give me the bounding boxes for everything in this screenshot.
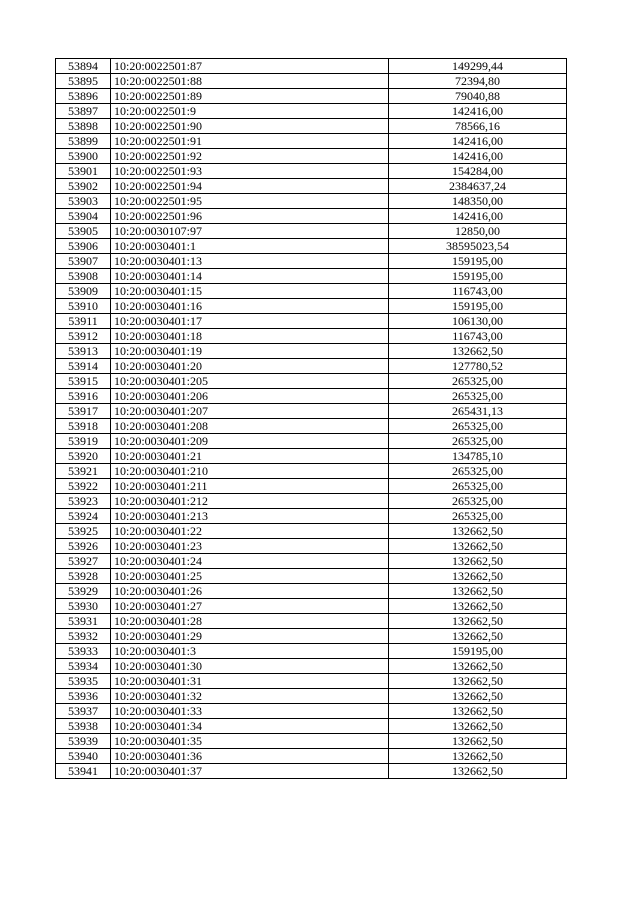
value-cell: 159195,00 bbox=[389, 269, 567, 284]
table-row bbox=[56, 599, 567, 614]
table-body bbox=[56, 59, 567, 779]
value-cell: 132662,50 bbox=[389, 734, 567, 749]
cadastral-number-cell: 10:20:0030401:35 bbox=[111, 734, 389, 749]
table-row bbox=[56, 179, 567, 194]
row-number-cell: 53928 bbox=[56, 569, 111, 584]
cadastral-number-cell: 10:20:0030401:25 bbox=[111, 569, 389, 584]
cadastral-number-cell: 10:20:0030401:17 bbox=[111, 314, 389, 329]
value-cell: 134785,10 bbox=[389, 449, 567, 464]
value-cell: 265325,00 bbox=[389, 434, 567, 449]
row-number-cell: 53909 bbox=[56, 284, 111, 299]
value-cell: 132662,50 bbox=[389, 554, 567, 569]
value-cell: 132662,50 bbox=[389, 659, 567, 674]
value-cell: 159195,00 bbox=[389, 299, 567, 314]
value-cell: 142416,00 bbox=[389, 104, 567, 119]
cadastral-number-cell: 10:20:0030401:30 bbox=[111, 659, 389, 674]
cadastral-number-cell: 10:20:0030401:31 bbox=[111, 674, 389, 689]
value-cell: 132662,50 bbox=[389, 569, 567, 584]
value-cell: 265325,00 bbox=[389, 389, 567, 404]
row-number-cell: 53939 bbox=[56, 734, 111, 749]
row-number-cell: 53899 bbox=[56, 134, 111, 149]
cadastral-number-cell: 10:20:0030401:1 bbox=[111, 239, 389, 254]
value-cell: 132662,50 bbox=[389, 704, 567, 719]
table-row bbox=[56, 104, 567, 119]
cadastral-number-cell: 10:20:0030401:16 bbox=[111, 299, 389, 314]
row-number-cell: 53903 bbox=[56, 194, 111, 209]
value-cell: 132662,50 bbox=[389, 614, 567, 629]
value-cell: 265325,00 bbox=[389, 374, 567, 389]
row-number-cell: 53929 bbox=[56, 584, 111, 599]
row-number-cell: 53923 bbox=[56, 494, 111, 509]
table-row bbox=[56, 659, 567, 674]
table-row bbox=[56, 209, 567, 224]
cadastral-number-cell: 10:20:0030401:37 bbox=[111, 764, 389, 779]
table-row bbox=[56, 134, 567, 149]
cadastral-number-cell: 10:20:0030107:97 bbox=[111, 224, 389, 239]
cadastral-number-cell: 10:20:0030401:23 bbox=[111, 539, 389, 554]
row-number-cell: 53921 bbox=[56, 464, 111, 479]
cadastral-number-cell: 10:20:0030401:212 bbox=[111, 494, 389, 509]
table-row bbox=[56, 344, 567, 359]
table-row bbox=[56, 479, 567, 494]
table-row bbox=[56, 494, 567, 509]
cadastral-number-cell: 10:20:0030401:205 bbox=[111, 374, 389, 389]
table-row bbox=[56, 389, 567, 404]
table-row bbox=[56, 584, 567, 599]
cadastral-number-cell: 10:20:0030401:32 bbox=[111, 689, 389, 704]
row-number-cell: 53936 bbox=[56, 689, 111, 704]
row-number-cell: 53938 bbox=[56, 719, 111, 734]
value-cell: 132662,50 bbox=[389, 599, 567, 614]
row-number-cell: 53906 bbox=[56, 239, 111, 254]
cadastral-number-cell: 10:20:0022501:9 bbox=[111, 104, 389, 119]
cadastral-number-cell: 10:20:0030401:13 bbox=[111, 254, 389, 269]
value-cell: 79040,88 bbox=[389, 89, 567, 104]
row-number-cell: 53927 bbox=[56, 554, 111, 569]
table-row bbox=[56, 284, 567, 299]
cadastral-number-cell: 10:20:0022501:90 bbox=[111, 119, 389, 134]
row-number-cell: 53919 bbox=[56, 434, 111, 449]
row-number-cell: 53926 bbox=[56, 539, 111, 554]
value-cell: 142416,00 bbox=[389, 134, 567, 149]
row-number-cell: 53902 bbox=[56, 179, 111, 194]
table-row bbox=[56, 329, 567, 344]
row-number-cell: 53917 bbox=[56, 404, 111, 419]
row-number-cell: 53900 bbox=[56, 149, 111, 164]
row-number-cell: 53905 bbox=[56, 224, 111, 239]
table-row bbox=[56, 644, 567, 659]
value-cell: 159195,00 bbox=[389, 644, 567, 659]
row-number-cell: 53908 bbox=[56, 269, 111, 284]
table-row bbox=[56, 224, 567, 239]
table-row bbox=[56, 149, 567, 164]
table-row bbox=[56, 569, 567, 584]
row-number-cell: 53910 bbox=[56, 299, 111, 314]
cadastral-number-cell: 10:20:0030401:18 bbox=[111, 329, 389, 344]
value-cell: 132662,50 bbox=[389, 539, 567, 554]
row-number-cell: 53934 bbox=[56, 659, 111, 674]
row-number-cell: 53895 bbox=[56, 74, 111, 89]
cadastral-number-cell: 10:20:0030401:3 bbox=[111, 644, 389, 659]
value-cell: 132662,50 bbox=[389, 749, 567, 764]
table-row bbox=[56, 689, 567, 704]
value-cell: 154284,00 bbox=[389, 164, 567, 179]
value-cell: 265325,00 bbox=[389, 479, 567, 494]
row-number-cell: 53930 bbox=[56, 599, 111, 614]
table-row bbox=[56, 629, 567, 644]
value-cell: 116743,00 bbox=[389, 284, 567, 299]
table-row bbox=[56, 674, 567, 689]
row-number-cell: 53915 bbox=[56, 374, 111, 389]
cadastral-number-cell: 10:20:0030401:209 bbox=[111, 434, 389, 449]
row-number-cell: 53901 bbox=[56, 164, 111, 179]
cadastral-number-cell: 10:20:0022501:93 bbox=[111, 164, 389, 179]
row-number-cell: 53931 bbox=[56, 614, 111, 629]
cadastral-number-cell: 10:20:0030401:36 bbox=[111, 749, 389, 764]
row-number-cell: 53904 bbox=[56, 209, 111, 224]
cadastral-number-cell: 10:20:0030401:210 bbox=[111, 464, 389, 479]
row-number-cell: 53914 bbox=[56, 359, 111, 374]
value-cell: 265325,00 bbox=[389, 494, 567, 509]
table-row bbox=[56, 434, 567, 449]
value-cell: 116743,00 bbox=[389, 329, 567, 344]
cadastral-number-cell: 10:20:0030401:34 bbox=[111, 719, 389, 734]
table-row bbox=[56, 374, 567, 389]
cadastral-number-cell: 10:20:0030401:22 bbox=[111, 524, 389, 539]
row-number-cell: 53922 bbox=[56, 479, 111, 494]
value-cell: 78566,16 bbox=[389, 119, 567, 134]
table-row bbox=[56, 614, 567, 629]
value-cell: 149299,44 bbox=[389, 59, 567, 74]
row-number-cell: 53907 bbox=[56, 254, 111, 269]
value-cell: 142416,00 bbox=[389, 149, 567, 164]
cadastral-number-cell: 10:20:0030401:19 bbox=[111, 344, 389, 359]
value-cell: 265325,00 bbox=[389, 464, 567, 479]
cadastral-number-cell: 10:20:0030401:213 bbox=[111, 509, 389, 524]
row-number-cell: 53896 bbox=[56, 89, 111, 104]
cadastral-number-cell: 10:20:0022501:95 bbox=[111, 194, 389, 209]
value-cell: 265431,13 bbox=[389, 404, 567, 419]
cadastral-number-cell: 10:20:0022501:88 bbox=[111, 74, 389, 89]
cadastral-number-cell: 10:20:0030401:21 bbox=[111, 449, 389, 464]
table-row bbox=[56, 524, 567, 539]
table-row bbox=[56, 704, 567, 719]
value-cell: 132662,50 bbox=[389, 674, 567, 689]
value-cell: 159195,00 bbox=[389, 254, 567, 269]
cadastral-number-cell: 10:20:0022501:91 bbox=[111, 134, 389, 149]
cadastral-number-cell: 10:20:0022501:94 bbox=[111, 179, 389, 194]
row-number-cell: 53916 bbox=[56, 389, 111, 404]
cadastral-number-cell: 10:20:0030401:207 bbox=[111, 404, 389, 419]
value-cell: 132662,50 bbox=[389, 584, 567, 599]
table-row bbox=[56, 509, 567, 524]
table-row bbox=[56, 164, 567, 179]
cadastral-number-cell: 10:20:0030401:29 bbox=[111, 629, 389, 644]
cadastral-number-cell: 10:20:0030401:27 bbox=[111, 599, 389, 614]
table-row bbox=[56, 194, 567, 209]
cadastral-number-cell: 10:20:0030401:26 bbox=[111, 584, 389, 599]
value-cell: 38595023,54 bbox=[389, 239, 567, 254]
row-number-cell: 53898 bbox=[56, 119, 111, 134]
cadastral-number-cell: 10:20:0022501:92 bbox=[111, 149, 389, 164]
row-number-cell: 53924 bbox=[56, 509, 111, 524]
table-row bbox=[56, 464, 567, 479]
value-cell: 72394,80 bbox=[389, 74, 567, 89]
data-table bbox=[55, 58, 567, 779]
row-number-cell: 53940 bbox=[56, 749, 111, 764]
table-row bbox=[56, 539, 567, 554]
cadastral-number-cell: 10:20:0022501:96 bbox=[111, 209, 389, 224]
value-cell: 106130,00 bbox=[389, 314, 567, 329]
row-number-cell: 53937 bbox=[56, 704, 111, 719]
value-cell: 132662,50 bbox=[389, 629, 567, 644]
cadastral-number-cell: 10:20:0022501:87 bbox=[111, 59, 389, 74]
table-row bbox=[56, 764, 567, 779]
row-number-cell: 53920 bbox=[56, 449, 111, 464]
table-row bbox=[56, 404, 567, 419]
value-cell: 2384637,24 bbox=[389, 179, 567, 194]
cadastral-number-cell: 10:20:0022501:89 bbox=[111, 89, 389, 104]
table-row bbox=[56, 119, 567, 134]
cadastral-number-cell: 10:20:0030401:208 bbox=[111, 419, 389, 434]
row-number-cell: 53897 bbox=[56, 104, 111, 119]
row-number-cell: 53935 bbox=[56, 674, 111, 689]
value-cell: 132662,50 bbox=[389, 689, 567, 704]
cadastral-number-cell: 10:20:0030401:33 bbox=[111, 704, 389, 719]
row-number-cell: 53912 bbox=[56, 329, 111, 344]
table-row bbox=[56, 239, 567, 254]
value-cell: 142416,00 bbox=[389, 209, 567, 224]
table-row bbox=[56, 59, 567, 74]
table-row bbox=[56, 269, 567, 284]
table-row bbox=[56, 89, 567, 104]
table-row bbox=[56, 74, 567, 89]
table-row bbox=[56, 554, 567, 569]
value-cell: 265325,00 bbox=[389, 509, 567, 524]
value-cell: 132662,50 bbox=[389, 524, 567, 539]
cadastral-number-cell: 10:20:0030401:211 bbox=[111, 479, 389, 494]
row-number-cell: 53918 bbox=[56, 419, 111, 434]
table-row bbox=[56, 419, 567, 434]
value-cell: 265325,00 bbox=[389, 419, 567, 434]
value-cell: 132662,50 bbox=[389, 764, 567, 779]
table-row bbox=[56, 314, 567, 329]
cadastral-number-cell: 10:20:0030401:14 bbox=[111, 269, 389, 284]
value-cell: 127780,52 bbox=[389, 359, 567, 374]
row-number-cell: 53913 bbox=[56, 344, 111, 359]
table-row bbox=[56, 359, 567, 374]
row-number-cell: 53911 bbox=[56, 314, 111, 329]
cadastral-number-cell: 10:20:0030401:28 bbox=[111, 614, 389, 629]
row-number-cell: 53933 bbox=[56, 644, 111, 659]
row-number-cell: 53932 bbox=[56, 629, 111, 644]
value-cell: 148350,00 bbox=[389, 194, 567, 209]
row-number-cell: 53925 bbox=[56, 524, 111, 539]
row-number-cell: 53894 bbox=[56, 59, 111, 74]
row-number-cell: 53941 bbox=[56, 764, 111, 779]
table-row bbox=[56, 299, 567, 314]
cadastral-number-cell: 10:20:0030401:206 bbox=[111, 389, 389, 404]
table-row bbox=[56, 734, 567, 749]
cadastral-number-cell: 10:20:0030401:24 bbox=[111, 554, 389, 569]
value-cell: 132662,50 bbox=[389, 344, 567, 359]
value-cell: 12850,00 bbox=[389, 224, 567, 239]
table-row bbox=[56, 719, 567, 734]
value-cell: 132662,50 bbox=[389, 719, 567, 734]
cadastral-number-cell: 10:20:0030401:15 bbox=[111, 284, 389, 299]
table-row bbox=[56, 749, 567, 764]
table-row bbox=[56, 254, 567, 269]
table-row bbox=[56, 449, 567, 464]
cadastral-number-cell: 10:20:0030401:20 bbox=[111, 359, 389, 374]
